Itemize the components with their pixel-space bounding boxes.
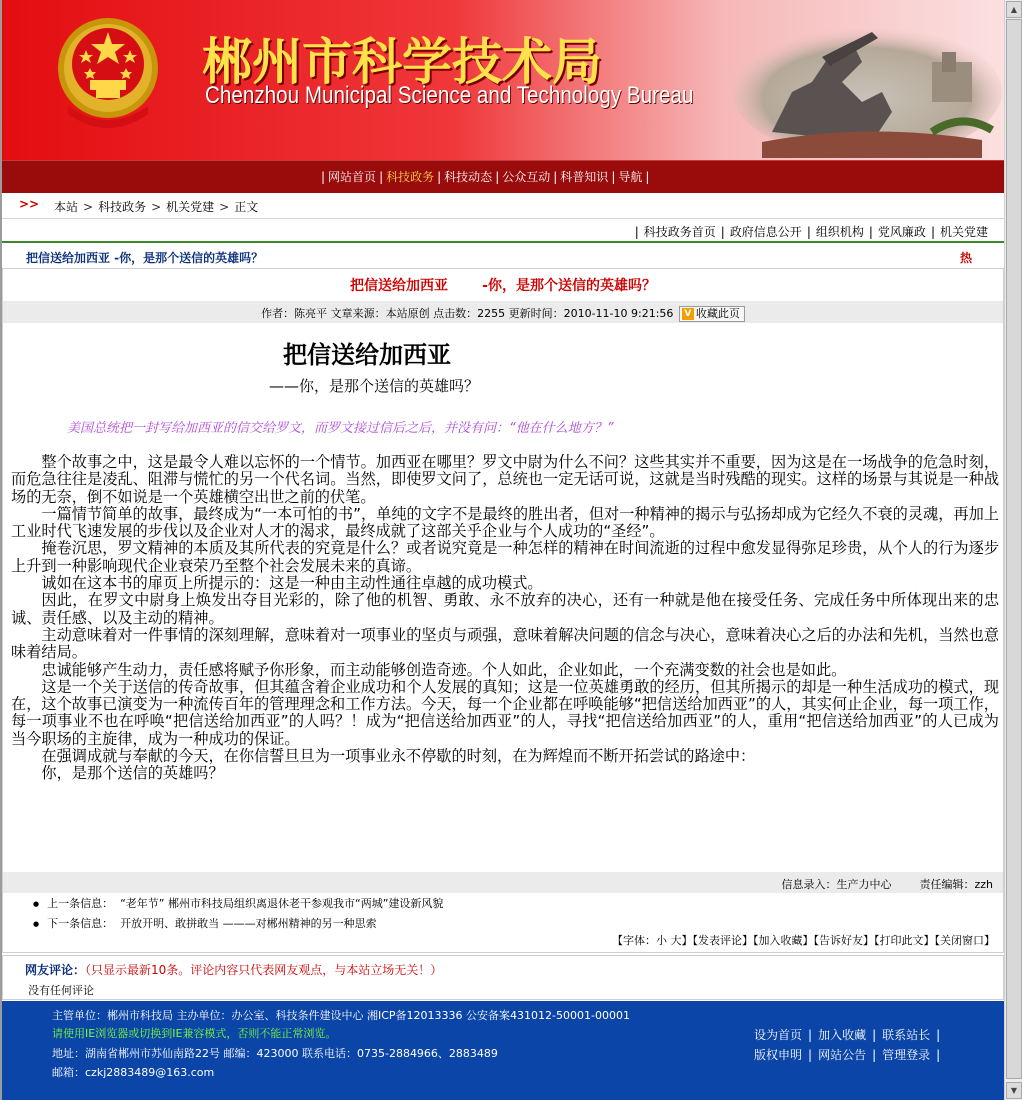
favorite-v-icon: V <box>682 308 694 320</box>
font-small-link[interactable]: 小 <box>656 934 667 947</box>
nav-item[interactable] <box>608 168 642 185</box>
footer-link[interactable]: 设为首页 <box>754 1028 803 1042</box>
next-item <box>33 914 443 934</box>
next-link[interactable]: 开放开明、敢拼敢当 ———对郴州精神的另一种思索 <box>120 917 377 930</box>
font-label: 【字体： <box>612 934 656 947</box>
site-title: 郴州市科学技术局 <box>202 33 602 91</box>
national-emblem-icon <box>54 10 162 134</box>
hot-label: 热 <box>959 251 972 265</box>
editor: zzh <box>974 878 993 891</box>
divider <box>2 241 1004 243</box>
subnav-separator: | <box>806 225 811 239</box>
subnav-item[interactable] <box>864 223 926 240</box>
breadcrumb-separator: > <box>83 200 94 214</box>
entry-label: 信息录入： <box>781 878 837 891</box>
favorite-button-label: 收藏此页 <box>695 307 740 320</box>
nav-item-label: 科技动态 <box>444 170 493 184</box>
article-paragraph: 因此，在罗文中尉身上焕发出夺目光彩的，除了他的机智、勇敢、永不放弃的决心，还有一种就是他在接受任务、完成任务中所体现出来的忠诚、责任感、以及主动的精神。 <box>11 591 999 627</box>
subnav-separator: | <box>634 225 639 239</box>
footer-link-separator: | <box>808 1028 813 1042</box>
nav-item-label: 科技政务 <box>386 170 435 184</box>
breadcrumb-item[interactable]: 机关党建 <box>166 200 215 214</box>
clicks-label: 点击数： <box>433 307 478 320</box>
scroll-up-icon[interactable]: ▲ <box>1006 1 1022 18</box>
nav-item[interactable] <box>550 168 608 185</box>
article-paragraph: 忠诚能够产生动力，责任感将赋予你形象，而主动能够创造奇迹。个人如此，企业如此，一个充满变数的社会也是如此。 <box>41 660 847 679</box>
updated-label: 更新时间： <box>508 307 564 320</box>
prev-label: 上一条信息： <box>47 897 114 910</box>
nav-item[interactable] <box>434 168 492 185</box>
updated-time: 2010-11-10 9:21:56 <box>563 307 674 320</box>
site-footer <box>2 1001 1004 1100</box>
footer-address: 地址：湖南省郴州市苏仙南路22号 邮编：423000 联系电话：0735-2884966、2883489 <box>52 1047 498 1060</box>
site-subtitle-en: Chenzhou Municipal Science and Technology Bureau <box>205 82 694 109</box>
nav-separator: | <box>437 170 442 184</box>
news-ticker <box>2 245 1004 267</box>
nav-separator: | <box>495 170 500 184</box>
footer-link[interactable]: 网站公告 <box>818 1048 867 1062</box>
close-window-link[interactable]: 【关闭窗口】 <box>934 934 995 947</box>
article-footer-meta <box>3 872 1003 893</box>
print-link[interactable]: 【打印此文】 <box>874 934 935 947</box>
main-nav <box>2 160 1004 193</box>
font-bracket: 】 <box>681 934 693 947</box>
sculpture-photo-icon <box>732 12 1002 158</box>
nav-item-label: 公众互动 <box>502 170 551 184</box>
footer-links <box>754 1025 946 1065</box>
subnav-separator: | <box>868 225 873 239</box>
nav-item-label: 科普知识 <box>560 170 609 184</box>
subnav-separator: | <box>930 225 935 239</box>
subnav-item-label: 机关党建 <box>939 225 988 239</box>
nav-item[interactable] <box>318 168 376 185</box>
book-subtitle: ——你，是那个送信的英雄吗？ <box>269 377 480 395</box>
nav-item[interactable] <box>376 168 434 185</box>
nav-separator: | <box>379 170 384 184</box>
nav-item-label: 网站首页 <box>328 170 377 184</box>
footer-link-separator: | <box>808 1048 813 1062</box>
comments-note: （只显示最新10条。评论内容只代表网友观点，与本站立场无关！） <box>85 963 443 977</box>
prev-link[interactable]: “老年节” 郴州市科技局组织离退休老干参观我市“两城”建设新风貌 <box>120 897 444 910</box>
footer-browser-note: 请使用IE浏览器或切换到IE兼容模式，否则不能正常浏览。 <box>52 1027 337 1040</box>
nav-item-label: 导航 <box>618 170 643 184</box>
footer-email: 邮箱：czkj2883489@163.com <box>52 1066 215 1079</box>
nav-item[interactable] <box>492 168 550 185</box>
book-title: 把信送给加西亚 <box>283 340 451 369</box>
footer-link-separator: | <box>936 1028 941 1042</box>
breadcrumb-separator: > <box>219 200 230 214</box>
scroll-down-icon[interactable]: ▼ <box>1006 1082 1022 1099</box>
nav-separator-end: | <box>645 170 650 184</box>
article-paragraph: 在强调成就与奉献的今天，在你信誓旦旦为一项事业永不停歇的时刻，在为辉煌而不断开拓尝试的路途中： <box>41 747 756 766</box>
double-chevron-right-icon: >> <box>19 197 40 211</box>
author-label: 作者： <box>261 307 295 320</box>
subnav-item-label: 党风廉政 <box>877 225 926 239</box>
footer-sponsor: 主管单位：郴州市科技局 主办单位：办公室、科技条件建设中心 湘ICP备12013336 公安备案431012-50001-00001 <box>52 1009 630 1022</box>
subnav-item-label: 组织机构 <box>815 225 864 239</box>
article-paragraph: 整个故事之中，这是最令人难以忘怀的一个情节。加西亚在哪里？罗文中尉为什么不问？这些其实并不重要，因为这是在一场战争的危急时刻，而危急往往是凌乱、阻滞与慌忙的另一个代名词。当然，即使罗文问了，总统也一定无话可说，这就是当时残酷的现实。这样的场景与其说是一种战场的无奈，倒不如说是一个英雄横空出世之前的伏笔。 <box>11 453 999 506</box>
breadcrumb-item[interactable]: 科技政务 <box>98 200 147 214</box>
footer-link-separator: | <box>872 1048 877 1062</box>
nav-separator: | <box>321 170 326 184</box>
article-headline: 把信送给加西亚 -你，是那个送信的英雄吗？ <box>350 278 656 294</box>
article-paragraph: 掩卷沉思，罗文精神的本质及其所代表的究竟是什么？或者说究竟是一种怎样的精神在时间流逝的过程中愈发显得弥足珍贵，从个人的行为逐步上升到一种影响现代企业衰荣乃至整个社会发展未来的真谛。 <box>11 539 999 575</box>
source-label: 文章来源： <box>330 307 386 320</box>
breadcrumb-item: 正文 <box>234 200 259 214</box>
subnav-item[interactable] <box>716 223 802 240</box>
comments-section <box>2 955 1004 1000</box>
favorite-page-button[interactable] <box>679 306 745 322</box>
article-paragraph: 主动意味着对一件事情的深刻理解，意味着对一项事业的坚贞与顽强，意味着解决问题的信念与决心，意味着决心之后的办法和先机，当然也意味着结局。 <box>11 625 999 662</box>
footer-link-separator: | <box>936 1048 941 1062</box>
footer-link[interactable]: 版权申明 <box>754 1048 803 1062</box>
breadcrumb-separator: > <box>151 200 162 214</box>
scroll-thumb[interactable] <box>1006 19 1022 1079</box>
next-label: 下一条信息： <box>47 917 114 930</box>
click-count: 2255 <box>477 307 506 320</box>
breadcrumb-item[interactable]: 本站 <box>54 200 79 214</box>
ticker-link[interactable]: 把信送给加西亚 -你，是那个送信的英雄吗？ <box>26 251 264 265</box>
article-paragraph: 诚如在这本书的扉页上所提示的：这是一种由主动性通往卓越的成功模式。 <box>41 574 543 593</box>
footer-link[interactable]: 管理登录 <box>882 1048 931 1062</box>
font-large-link[interactable]: 大 <box>670 934 682 947</box>
article-paragraph: 一篇情节简单的故事，最终成为“一本可怕的书”，单纯的文字不是最终的胜出者，但对一种精神的揭示与弘扬却成为它经久不衰的灵魂，再加上工业时代飞速发展的步伐以及企业对人才的渴求，最终成就了这部关乎企业与个人成功的“圣经”。 <box>11 504 999 541</box>
article-meta <box>3 301 1003 323</box>
subnav-item[interactable] <box>630 223 716 240</box>
site-banner <box>2 0 1004 160</box>
post-comment-link[interactable]: 【发表评论】 <box>692 934 753 947</box>
entry-by: 生产力中心 <box>836 878 892 891</box>
source: 本站原创 <box>385 307 430 320</box>
article-paragraph: 这是一个关于送信的传奇故事，但其蕴含着企业成功和个人发展的真知；这是一位英雄勇敢的经历，但其所揭示的却是一种生活成功的模式，现在，这个故事已演变为一种流传百年的管理理念和工作方法。今天，每一个企业都在呼唤能够“把信送给加西亚”的人，其实何止企业，每一项工作，每一项事业不也在呼唤“把信送给加西亚”的人吗？！成为“把信送给加西亚”的人，寻找“把信送给加西亚”的人，重用“把信送给加西亚”的人已成为当今职场的主旋律，成为一种成功的保证。 <box>11 677 999 748</box>
prev-item <box>33 894 443 914</box>
subnav-separator: | <box>720 225 725 239</box>
author: 陈亮平 <box>294 307 328 320</box>
article <box>2 268 1004 953</box>
subnav-item-label: 政府信息公开 <box>729 225 802 239</box>
subnav-item[interactable] <box>926 223 988 240</box>
footer-link[interactable]: 联系站长 <box>882 1028 931 1042</box>
quote: 美国总统把一封写给加西亚的信交给罗文，而罗文接过信后之后，并没有问：“他在什么地方？” <box>67 421 614 436</box>
add-favorite-link[interactable]: 【加入收藏】 <box>753 934 814 947</box>
article-paragraph: 你，是那个送信的英雄吗？ <box>41 764 224 783</box>
nav-separator: | <box>611 170 616 184</box>
vertical-scrollbar[interactable] <box>1004 0 1022 1100</box>
nav-separator: | <box>553 170 558 184</box>
tell-friend-link[interactable]: 【告诉好友】 <box>813 934 874 947</box>
footer-link-separator: | <box>872 1028 877 1042</box>
article-body <box>11 454 999 783</box>
no-comments: 没有任何评论 <box>28 984 94 997</box>
prev-next-list <box>33 894 443 934</box>
subnav-item-label: 科技政务首页 <box>643 225 716 239</box>
comments-title: 网友评论： <box>25 963 86 977</box>
breadcrumb <box>2 194 1004 218</box>
sub-nav <box>2 218 1004 240</box>
editor-label: 责任编辑： <box>919 878 975 891</box>
footer-link[interactable]: 加入收藏 <box>818 1028 867 1042</box>
article-tools <box>612 932 995 948</box>
subnav-item[interactable] <box>802 223 864 240</box>
